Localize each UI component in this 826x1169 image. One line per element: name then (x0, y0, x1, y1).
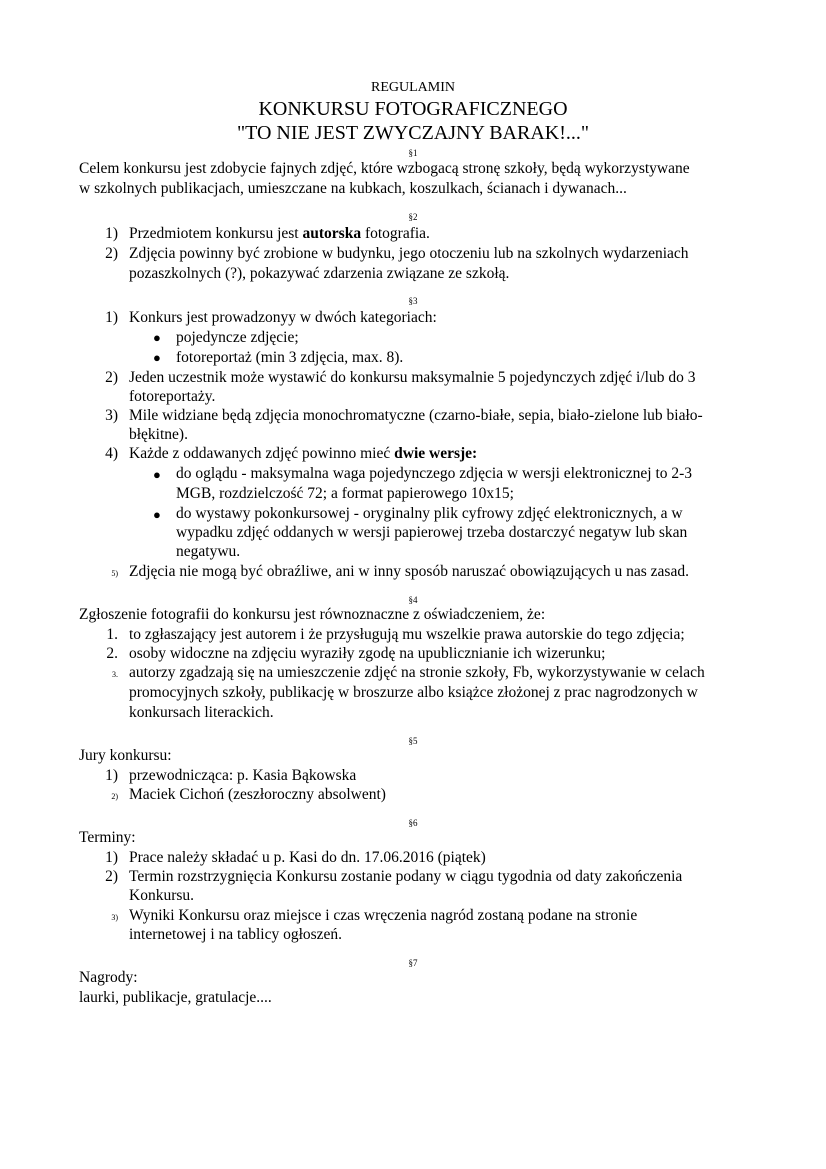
section-mark-3: §3 (408, 296, 418, 306)
s3-item5-text: Zdjęcia nie mogą być obraźliwe, ani w inny sposób naruszać obowiązujących u nas zasad. (129, 563, 689, 580)
section-mark-2: §2 (408, 212, 418, 222)
bullet-icon: ● (153, 350, 161, 365)
s3-item1-text: Konkurs jest prowadzonyy w dwóch kategoriach: (129, 309, 437, 326)
s5-item2-number: 2) (111, 792, 118, 801)
doc-title-regulamin: REGULAMIN (371, 80, 455, 95)
s3-item4-number: 4) (105, 445, 118, 462)
s2-item2-number: 2) (105, 245, 118, 262)
s6-item3-line1: Wyniki Konkursu oraz miejsce i czas wręczenia nagród zostaną podane na stronie (129, 907, 638, 924)
section-mark-4: §4 (408, 595, 418, 605)
s5-item1-text: przewodnicząca: p. Kasia Bąkowska (129, 767, 357, 784)
s4-item1-text: to zgłaszający jest autorem i że przysługują mu wszelkie prawa autorskie do tego zdjęcia; (129, 626, 685, 643)
s4-intro: Zgłoszenie fotografii do konkursu jest równoznaczne z oświadczeniem, że: (79, 606, 546, 623)
s3-item2-line1: Jeden uczestnik może wystawić do konkursu maksymalnie 5 pojedynczych zdjęć i/lub do 3 (129, 369, 696, 386)
section-mark-1: §1 (408, 148, 418, 158)
section-mark-6: §6 (408, 818, 418, 828)
s6-item3-line2: internetowej i na tablicy ogłoszeń. (129, 926, 343, 943)
s3-item3-line2: błękitne). (129, 426, 188, 443)
s3-item4-bullet2-line3: negatywu. (176, 543, 241, 560)
s3-item1-number: 1) (105, 309, 118, 326)
s6-item3-number: 3) (111, 913, 118, 922)
s6-item1-number: 1) (105, 849, 118, 866)
s4-item3-line2: promocyjnych szkoły, publikację w broszurze albo książce złożonej z prac nagrodzonych w (129, 684, 698, 701)
bullet-icon: ● (153, 330, 161, 345)
s7-intro: Nagrody: (79, 969, 138, 986)
s3-item2-number: 2) (105, 369, 118, 386)
s3-item3-line1: Mile widziane będą zdjęcia monochromatyczne (czarno-białe, sepia, biało-zielone lub biało- (129, 407, 703, 424)
s3-item4-bullet2-line1: do wystawy pokonkursowej - oryginalny plik cyfrowy zdjęć elektronicznych, a w (176, 505, 683, 522)
s4-item1-number: 1. (106, 626, 118, 643)
s7-text: laurki, publikacje, gratulacje.... (79, 989, 272, 1006)
s3-item4-bullet2-line2: wypadku zdjęć oddanych w wersji papierowej trzeba dostarczyć negatyw lub skan (176, 524, 688, 541)
s4-item3-number: 3. (112, 670, 118, 679)
s6-item2-number: 2) (105, 868, 118, 885)
s4-item3-line3: konkursach literackich. (129, 704, 274, 721)
s6-item2-line2: Konkursu. (129, 887, 195, 904)
bullet-icon: ● (153, 467, 161, 482)
s3-item4-bullet1-line2: MGB, rozdzielczość 72; a format papierowego 10x15; (176, 485, 514, 502)
s5-intro: Jury konkursu: (79, 747, 172, 764)
s4-item2-number: 2. (106, 645, 118, 662)
s3-item3-number: 3) (105, 407, 118, 424)
s2-item1-text: Przedmiotem konkursu jest autorska fotografia. (129, 225, 430, 242)
s3-item4-bullet1-line1: do oglądu - maksymalna waga pojedynczego zdjęcia w wersji elektronicznej to 2-3 (176, 465, 693, 482)
s1-text-line2: w szkolnych publikacjach, umieszczane na kubkach, koszulkach, ścianach i dywanach... (79, 180, 627, 197)
s3-item1-bullet2: fotoreportaż (min 3 zdjęcia, max. 8). (176, 349, 404, 366)
section-mark-5: §5 (408, 736, 418, 746)
s6-item1-text: Prace należy składać u p. Kasi do dn. 17.06.2016 (piątek) (129, 849, 486, 866)
doc-title-motto: "TO NIE JEST ZWYCZAJNY BARAK!..." (236, 122, 590, 144)
s3-item5-number: 5) (111, 569, 118, 578)
s6-intro: Terminy: (79, 829, 136, 846)
s3-item2-line2: fotoreportaży. (129, 388, 216, 405)
s3-item4-text: Każde z oddawanych zdjęć powinno mieć dwie wersje: (129, 445, 478, 462)
section-mark-7: §7 (408, 958, 418, 968)
s2-item2-line1: Zdjęcia powinny być zrobione w budynku, jego otoczeniu lub na szkolnych wydarzeniach (129, 245, 689, 262)
doc-title-konkurs: KONKURSU FOTOGRAFICZNEGO (258, 98, 568, 120)
s5-item2-text: Maciek Cichoń (zeszłoroczny absolwent) (129, 786, 386, 803)
bullet-icon: ● (153, 507, 161, 522)
s3-item1-bullet1: pojedyncze zdjęcie; (176, 329, 299, 346)
s4-item2-text: osoby widoczne na zdjęciu wyraziły zgodę na upublicznianie ich wizerunku; (129, 645, 606, 662)
s1-text-line1: Celem konkursu jest zdobycie fajnych zdjęć, które wzbogacą stronę szkoły, będą wykorzystywane (79, 160, 690, 177)
s5-item1-number: 1) (105, 767, 118, 784)
s6-item2-line1: Termin rozstrzygnięcia Konkursu zostanie podany w ciągu tygodnia od daty zakończenia (129, 868, 683, 885)
s2-item1-number: 1) (105, 225, 118, 242)
s4-item3-line1: autorzy zgadzają się na umieszczenie zdjęć na stronie szkoły, Fb, wykorzystywanie w celach (129, 664, 705, 681)
s2-item2-line2: pozaszkolnych (?), pokazywać zdarzenia związane ze szkołą. (129, 265, 510, 282)
